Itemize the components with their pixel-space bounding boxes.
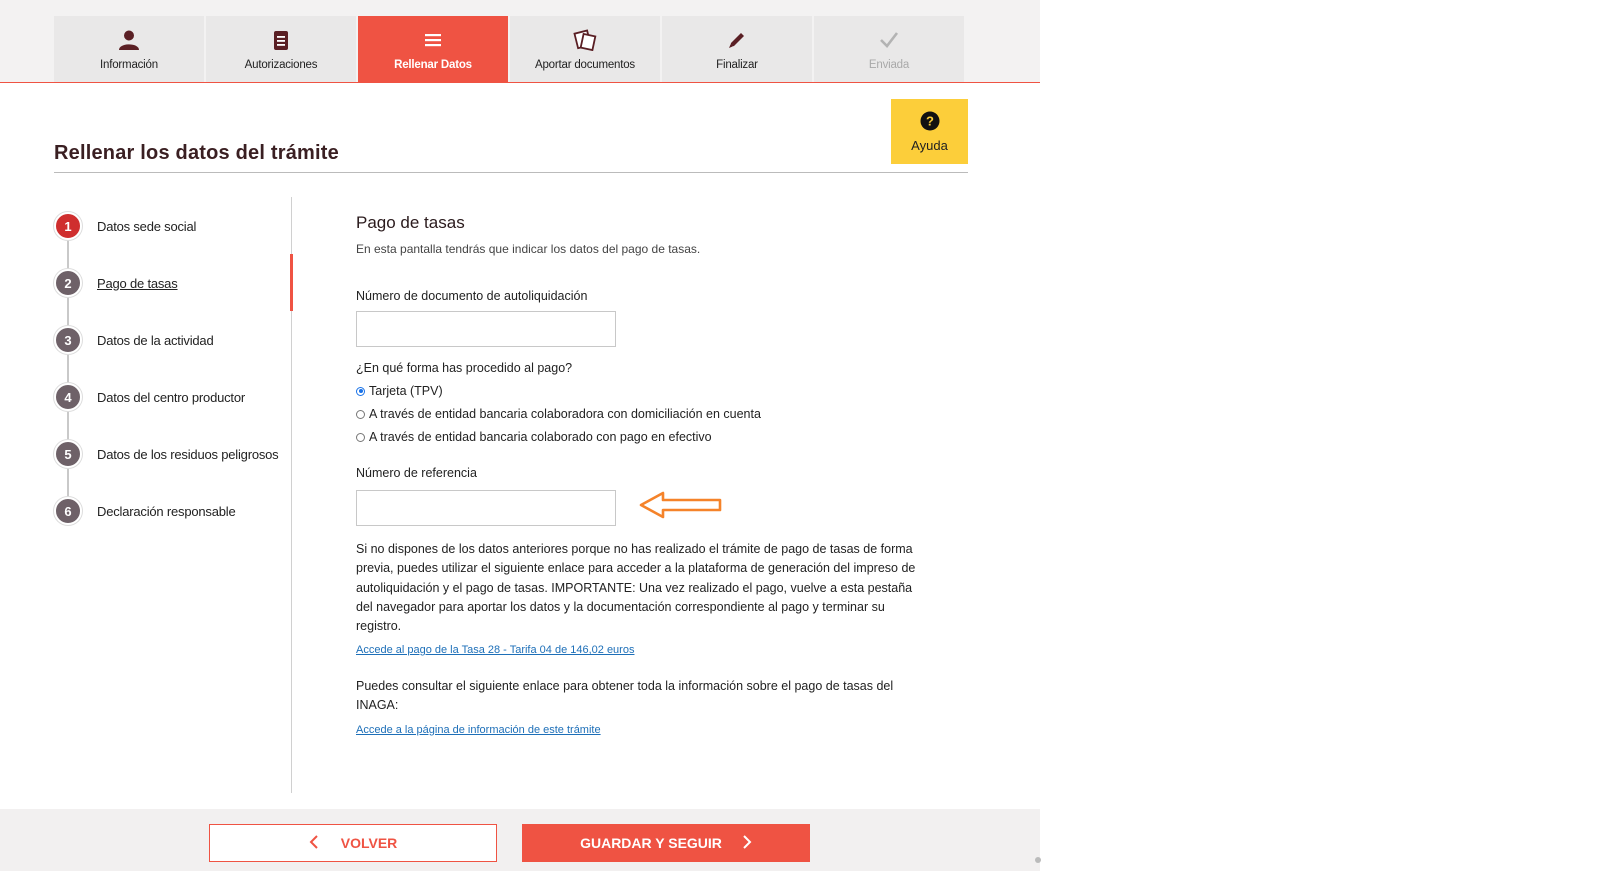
process-tabs: [54, 16, 964, 82]
help-label: Ayuda: [911, 137, 948, 153]
radio-selected[interactable]: [356, 387, 365, 396]
chevron-left-icon: [309, 835, 319, 852]
tab-label: Enviada: [868, 59, 910, 71]
radio-label: A través de entidad bancaria colaboradora con domiciliación en cuenta: [369, 407, 761, 421]
scroll-indicator: [1035, 857, 1041, 863]
radio-domiciliacion[interactable]: [356, 407, 761, 421]
tab-label: Autorizaciones: [244, 59, 318, 71]
radio-unselected[interactable]: [356, 433, 365, 442]
step-number: 6: [54, 497, 82, 525]
svg-text:?: ?: [925, 113, 934, 128]
doc-number-label: Número de documento de autoliquidación: [356, 289, 588, 303]
title-divider: [54, 172, 968, 173]
step-number: 2: [54, 269, 82, 297]
step-label: Pago de tasas: [97, 275, 178, 291]
tab-label: Rellenar Datos: [394, 59, 472, 71]
doc-number-input[interactable]: [356, 311, 616, 347]
radio-efectivo[interactable]: [356, 430, 712, 444]
tab-finalizar[interactable]: [662, 16, 812, 82]
menu-icon: [424, 27, 442, 53]
info-link[interactable]: Accede a la página de información de este trámite: [356, 724, 601, 736]
step-declaracion-responsable[interactable]: [54, 497, 235, 525]
chevron-right-icon: [742, 835, 752, 852]
step-datos-actividad[interactable]: [54, 326, 213, 354]
tab-rellenar-datos[interactable]: [358, 16, 508, 82]
step-datos-residuos-peligrosos[interactable]: [54, 440, 278, 468]
step-number: 3: [54, 326, 82, 354]
step-datos-centro-productor[interactable]: [54, 383, 245, 411]
radio-label: Tarjeta (TPV): [369, 384, 443, 398]
cards-icon: [573, 27, 597, 53]
tab-label: Aportar documentos: [535, 59, 635, 71]
question-icon: [920, 111, 940, 136]
payment-question: ¿En qué forma has procedido al pago?: [356, 361, 573, 375]
step-label: Datos de la actividad: [97, 332, 214, 348]
step-number: 4: [54, 383, 82, 411]
back-button[interactable]: [209, 824, 497, 862]
step-number: 1: [54, 212, 82, 240]
step-number: 5: [54, 440, 82, 468]
step-label: Declaración responsable: [97, 503, 236, 519]
radio-label: A través de entidad bancaria colaborado con pago en efectivo: [369, 430, 712, 444]
tab-aportar-documentos[interactable]: [510, 16, 660, 82]
tab-autorizaciones[interactable]: [206, 16, 356, 82]
tab-label: Información: [100, 59, 158, 71]
check-icon: [879, 27, 899, 53]
radio-tarjeta-tpv[interactable]: [356, 384, 443, 398]
pencil-icon: [727, 27, 747, 53]
reference-label: Número de referencia: [356, 466, 477, 480]
save-and-continue-button[interactable]: [522, 824, 810, 862]
annotation-arrow-icon: [639, 490, 723, 525]
payment-link[interactable]: Accede al pago de la Tasa 28 - Tarifa 04 de 146,02 euros: [356, 644, 635, 656]
back-label: VOLVER: [340, 835, 398, 851]
step-label: Datos de los residuos peligrosos: [97, 446, 279, 462]
tab-enviada: [814, 16, 964, 82]
step-datos-sede-social[interactable]: [54, 212, 196, 240]
step-label: Datos sede social: [97, 218, 197, 234]
step-pago-de-tasas[interactable]: [54, 269, 178, 297]
tab-informacion[interactable]: [54, 16, 204, 82]
step-label: Datos del centro productor: [97, 389, 245, 405]
tab-label: Finalizar: [716, 59, 758, 71]
current-step-marker: [290, 254, 293, 311]
user-icon: [118, 27, 140, 53]
consult-paragraph: Puedes consultar el siguiente enlace para obtener toda la información sobre el pago de tasas del INAGA:: [356, 679, 894, 713]
document-icon: [273, 27, 289, 53]
bottom-bar: [0, 809, 1040, 871]
reference-input[interactable]: [356, 490, 616, 526]
next-label: GUARDAR Y SEGUIR: [580, 835, 722, 851]
info-paragraph: Si no dispones de los datos anteriores porque no has realizado el trámite de pago de tasas de forma previa, puedes utilizar el siguiente enlace para acceder a la plataforma de generación del impreso de autoliquidación y el pago de tasas. IMPORTANTE: Una vez realizado el pago, vuelve a esta pestaña del navegador para aportar los datos y la documentación correspondiente al pago y terminar su registro.: [356, 542, 916, 634]
section-description: En esta pantalla tendrás que indicar los datos del pago de tasas.: [356, 242, 701, 256]
help-button[interactable]: [891, 99, 968, 164]
radio-unselected[interactable]: [356, 410, 365, 419]
page-title: Rellenar los datos del trámite: [54, 142, 339, 164]
section-title: Pago de tasas: [356, 213, 465, 232]
